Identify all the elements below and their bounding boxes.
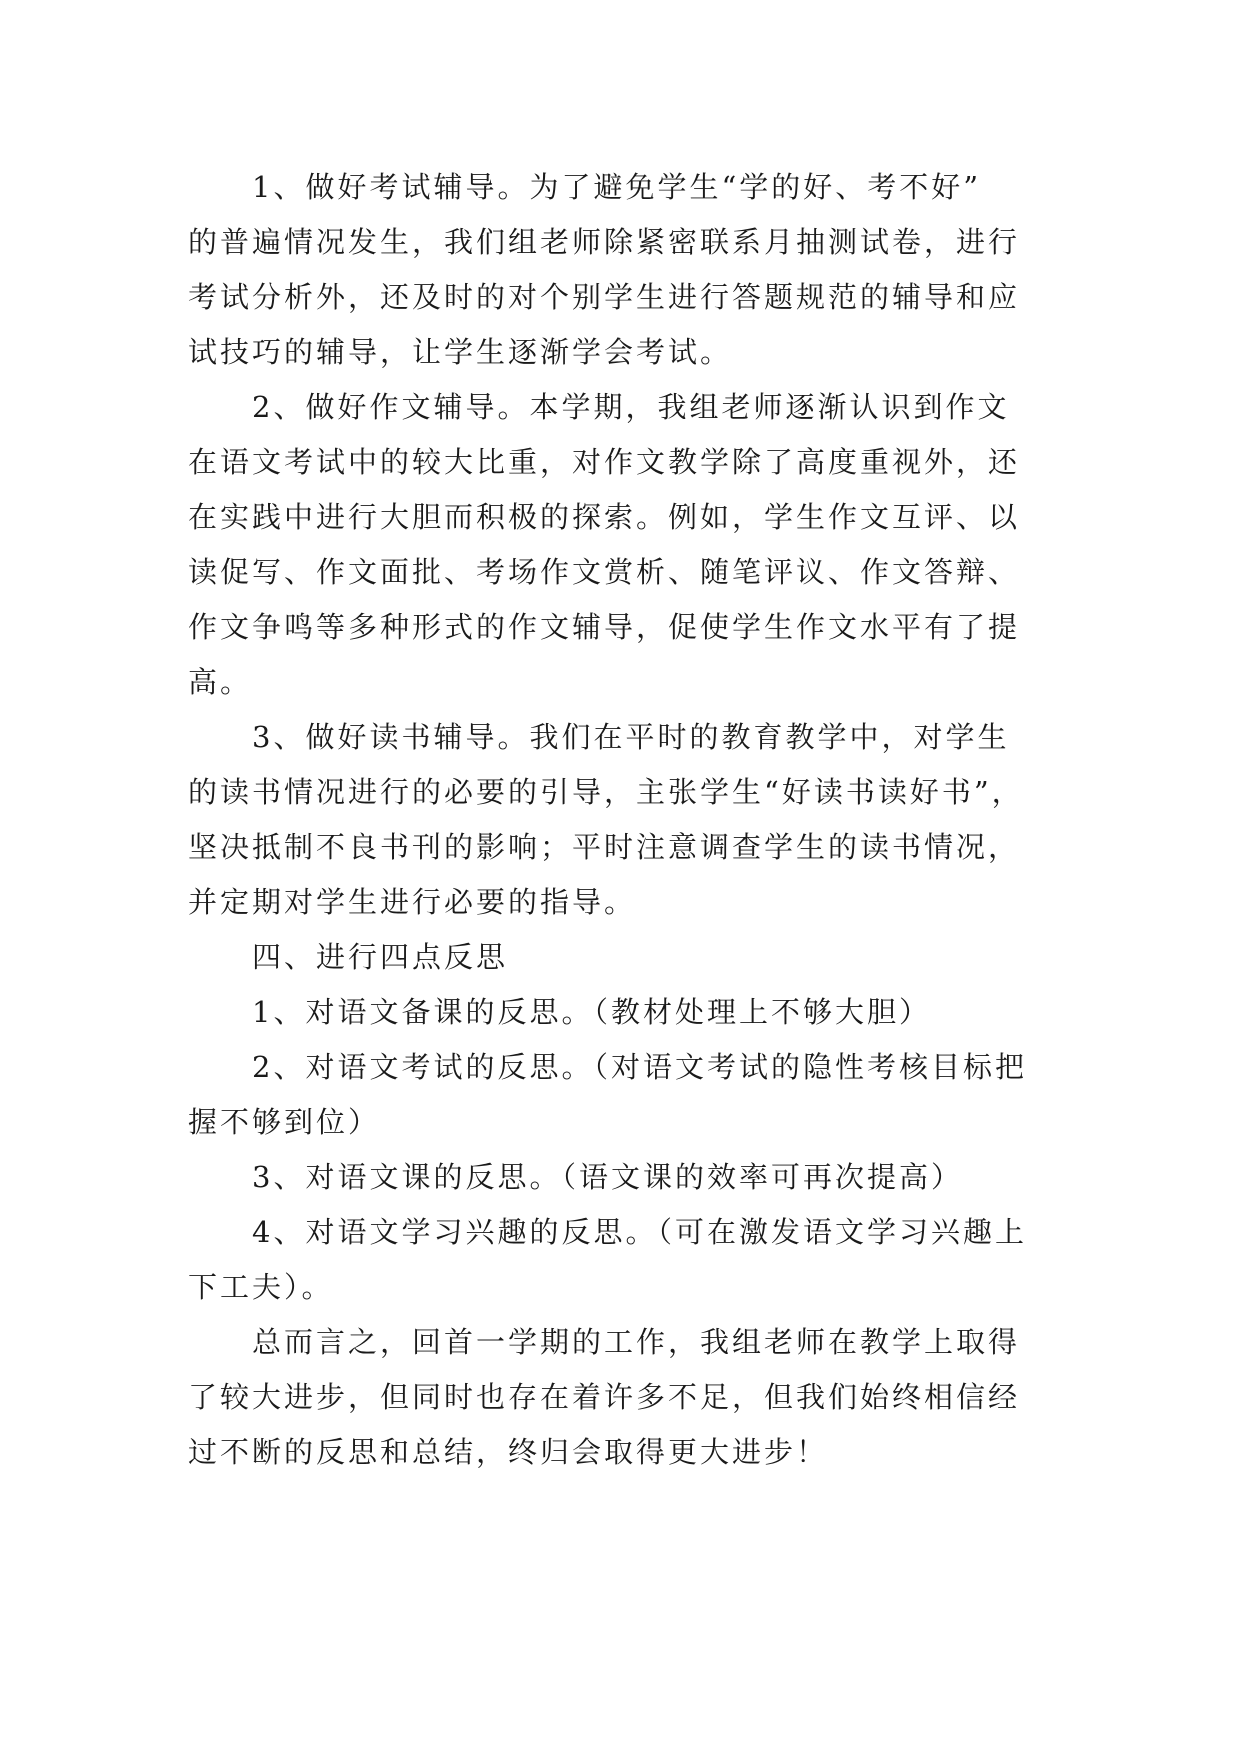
document-line: 试技巧的辅导，让学生逐渐学会考试。 [188, 335, 733, 369]
document-line: 在语文考试中的较大比重，对作文教学除了高度重视外，还 [188, 445, 1021, 479]
document-line: 2、做好作文辅导。本学期，我组老师逐渐认识到作文 [252, 390, 1010, 424]
document-line: 4、对语文学习兴趣的反思。（可在激发语文学习兴趣上 [252, 1215, 1027, 1249]
document-line: 读促写、作文面批、考场作文赏析、随笔评议、作文答辩、 [188, 555, 1021, 589]
document-line: 高。 [188, 665, 253, 699]
document-line: 下工夫）。 [188, 1270, 334, 1304]
document-line: 3、对语文课的反思。（语文课的效率可再次提高） [252, 1160, 963, 1194]
document-line: 1、对语文备课的反思。（教材处理上不够大胆） [252, 995, 931, 1029]
document-line: 总而言之，回首一学期的工作，我组老师在教学上取得 [252, 1325, 1021, 1359]
document-line: 四、进行四点反思 [252, 940, 509, 974]
document-line: 2、对语文考试的反思。（对语文考试的隐性考核目标把 [252, 1050, 1027, 1084]
document-line: 考试分析外，还及时的对个别学生进行答题规范的辅导和应 [188, 280, 1021, 314]
document-line: 的读书情况进行的必要的引导，主张学生“好读书读好书”， [188, 775, 1024, 809]
document-line: 握不够到位） [188, 1105, 381, 1139]
document-line: 过不断的反思和总结，终归会取得更大进步！ [188, 1435, 829, 1469]
document-line: 的普遍情况发生，我们组老师除紧密联系月抽测试卷，进行 [188, 225, 1021, 259]
document-line: 坚决抵制不良书刊的影响；平时注意调查学生的读书情况， [188, 830, 1021, 864]
document-line: 作文争鸣等多种形式的作文辅导，促使学生作文水平有了提 [188, 610, 1021, 644]
document-line: 在实践中进行大胆而积极的探索。例如，学生作文互评、以 [188, 500, 1021, 534]
document-line: 了较大进步，但同时也存在着许多不足，但我们始终相信经 [188, 1380, 1021, 1414]
document-body [188, 160, 1053, 1480]
document-line: 1、做好考试辅导。为了避免学生“学的好、考不好” [252, 170, 982, 204]
document-line: 3、做好读书辅导。我们在平时的教育教学中，对学生 [252, 720, 1010, 754]
document-line: 并定期对学生进行必要的指导。 [188, 885, 637, 919]
